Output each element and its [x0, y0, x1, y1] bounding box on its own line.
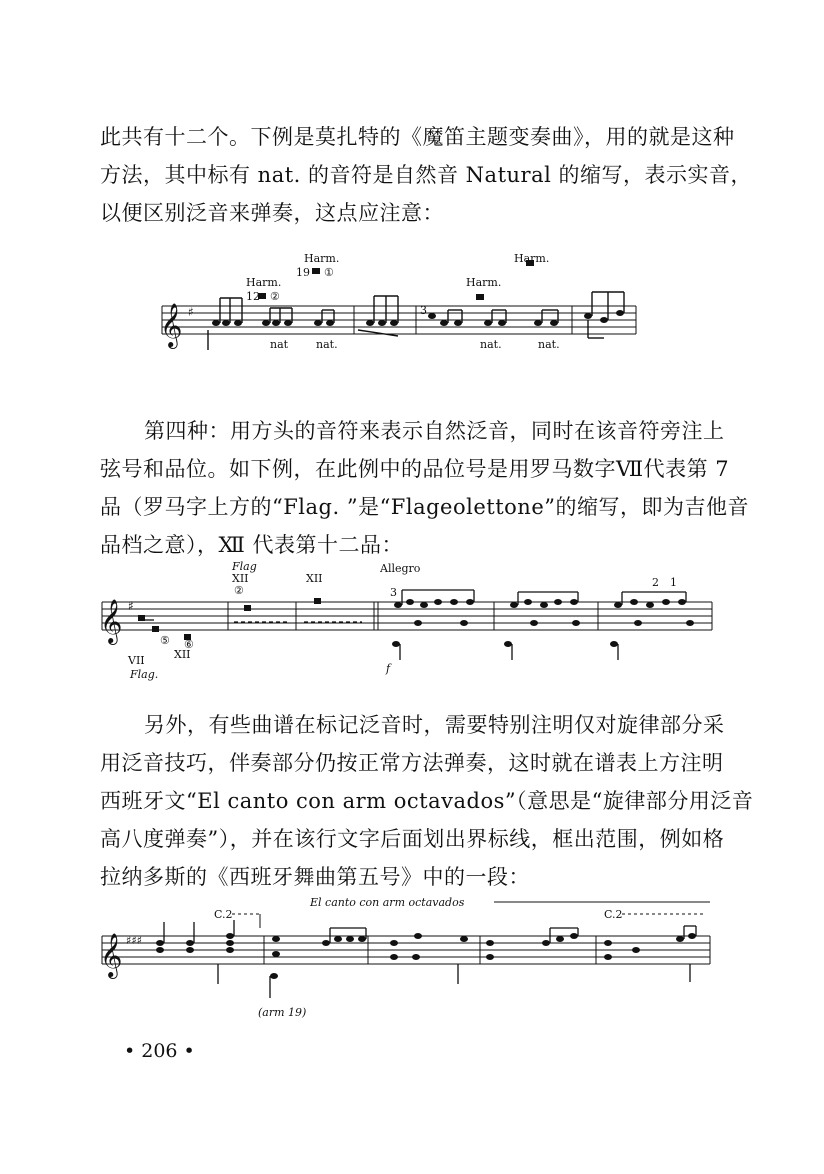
paragraph-3 — [100, 706, 754, 896]
flag-label: Flag — [232, 560, 257, 573]
svg-text:♯: ♯ — [188, 305, 194, 319]
harmonic-note: (arm 19) — [258, 1006, 307, 1019]
text-line: 品（罗马字上方的“Flag. ”是“Flageolettone”的缩写，即为吉他音 — [100, 495, 749, 519]
music-example-2 — [98, 560, 718, 690]
string-number: ② — [270, 290, 280, 303]
barre-marking: C.2 — [604, 908, 623, 921]
text-line: 弦号和品位。如下例，在此例中的品位号是用罗马数字Ⅶ代表第 7 — [100, 457, 730, 481]
svg-text:♯: ♯ — [128, 599, 134, 613]
fingering: 3 — [390, 586, 397, 599]
paragraph-1 — [100, 118, 752, 232]
measure-number: 3 — [420, 304, 427, 317]
text-line: 西班牙文“El canto con arm octavados”（意思是“旋律部分用泛音 — [100, 789, 754, 813]
fret-roman: VII — [128, 654, 145, 667]
nat-label: nat. — [316, 338, 338, 351]
svg-text:♯♯♯: ♯♯♯ — [126, 934, 142, 947]
harm-label: Harm. — [466, 276, 502, 289]
string-number: ① — [324, 266, 334, 279]
string-number: ⑤ — [160, 634, 170, 647]
nat-label: nat. — [480, 338, 502, 351]
treble-clef-icon: 𝄞 — [160, 303, 183, 347]
fingering: 2 — [652, 576, 659, 589]
music-example-3 — [98, 892, 720, 1022]
nat-label: nat. — [538, 338, 560, 351]
fret-roman: XII — [174, 648, 191, 661]
fingering: 1 — [670, 576, 677, 589]
barre-marking: C.2 — [214, 908, 233, 921]
text-line: 方法，其中标有 nat. 的音符是自然音 Natural 的缩写，表示实音， — [100, 163, 752, 187]
flag-label: Flag. — [130, 668, 159, 681]
string-number: ② — [234, 584, 244, 597]
text-line: 第四种：用方头的音符来表示自然泛音，同时在该音符旁注上 — [144, 419, 725, 443]
page-number: • 206 • — [124, 1040, 195, 1062]
music-example-1 — [158, 250, 658, 380]
text-line: 另外，有些曲谱在标记泛音时，需要特别注明仅对旋律部分采 — [144, 713, 725, 737]
harm-label: Harm. — [246, 276, 282, 289]
harm-label: Harm. — [514, 252, 550, 265]
fret-roman: XII — [306, 572, 323, 585]
treble-clef-icon: 𝄞 — [100, 599, 123, 643]
text-line: 用泛音技巧，伴奏部分仍按正常方法弹奏，这时就在谱表上方注明 — [100, 751, 724, 775]
nat-label: nat — [270, 338, 289, 351]
tempo-marking: Allegro — [380, 562, 421, 575]
paragraph-2 — [100, 412, 749, 564]
fret-roman: XII — [232, 572, 249, 585]
fret-number: 12 — [246, 290, 260, 303]
canto-header: El canto con arm octavados — [310, 896, 465, 909]
text-line: 高八度弹奏”），并在该行文字后面划出界标线，框出范围，例如格 — [100, 827, 725, 851]
treble-clef-icon: 𝄞 — [100, 933, 123, 977]
text-line: 以便区别泛音来弹奏，这点应注意： — [100, 201, 444, 225]
text-line: 品档之意），Ⅻ 代表第十二品： — [100, 533, 403, 557]
string-number: ⑥ — [184, 638, 194, 651]
harm-label: Harm. — [304, 252, 340, 265]
dynamic-marking: f — [386, 662, 391, 675]
text-line: 此共有十二个。下例是莫扎特的《魔笛主题变奏曲》，用的就是这种 — [100, 125, 735, 149]
text-line: 拉纳多斯的《西班牙舞曲第五号》中的一段： — [100, 865, 530, 889]
fret-number: 19 — [296, 266, 310, 279]
